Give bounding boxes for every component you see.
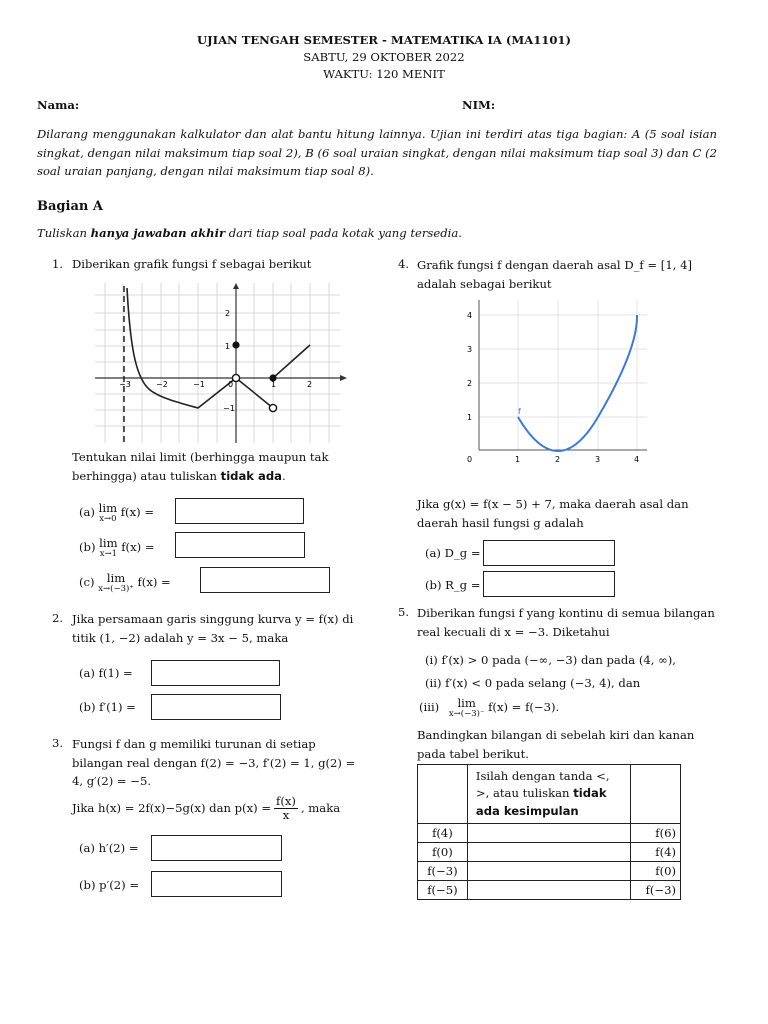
q5-compare-text: Bandingkan bilangan di sebelah kiri dan kanan pada tabel berikut. — [417, 728, 695, 761]
q1-xtick: 2 — [307, 380, 313, 389]
q4-grid — [479, 300, 647, 450]
q3-prompt: Fungsi f dan g memiliki turunan di setiap bilangan real dengan f(2) = −3, f′(2) = 1, g(2) = 4, g′(2) = −5. — [72, 737, 356, 789]
q3b-answer-box[interactable] — [151, 871, 282, 897]
q1-ytick: 1 — [225, 342, 231, 351]
table-header-right — [631, 765, 681, 824]
q5-condition-i: (i) f′(x) > 0 pada (−∞, −3) dan pada (4, ∞), — [425, 653, 676, 667]
q1-xtick: −3 — [119, 380, 131, 389]
q4a-answer-box[interactable] — [483, 540, 615, 566]
q4-text: Jika g(x) = f(x − 5) + 7, maka daerah asal dan daerah hasil fungsi g adalah — [417, 497, 689, 530]
q4-ytick: 3 — [467, 345, 473, 354]
q3a-answer-box[interactable] — [151, 835, 282, 861]
q1c-label: (c) lim x→(−3)⁺ f(x) = — [79, 571, 171, 594]
section-a-note: Tuliskan hanya jawaban akhir dari tiap soal pada kotak yang tersedia. — [37, 226, 462, 240]
table-row-right: f(−3) — [631, 881, 681, 900]
q1a-answer-box[interactable] — [175, 498, 304, 524]
q1-curve-left — [127, 288, 236, 408]
q4-curve-label: f — [518, 407, 521, 416]
q5-number: 5. — [398, 605, 410, 619]
q4-xtick: 1 — [515, 455, 521, 464]
table-row-answer[interactable] — [467, 862, 630, 881]
q2b-label: (b) f′(1) = — [79, 700, 136, 714]
name-label: Nama: — [37, 98, 80, 112]
table-row-right: f(6) — [631, 824, 681, 843]
q2a-label: (a) f(1) = — [79, 666, 133, 680]
q2-number: 2. — [52, 611, 64, 625]
table-row-answer[interactable] — [467, 843, 630, 862]
q1-xtick: 1 — [271, 380, 277, 389]
table-header-row — [418, 765, 681, 824]
q1-filled-point-0-1 — [232, 341, 239, 348]
q1-prompt: Diberikan grafik fungsi f sebagai berikut — [72, 257, 312, 271]
table-row — [418, 862, 681, 881]
q4-ytick: 2 — [467, 379, 473, 388]
q2a-answer-box[interactable] — [151, 660, 280, 686]
q3a-label: (a) h′(2) = — [79, 841, 139, 855]
q1b-answer-box[interactable] — [175, 532, 305, 558]
q1-grid — [95, 283, 340, 443]
q1-graph — [95, 283, 355, 448]
table-row — [418, 824, 681, 843]
table-row-left: f(−3) — [418, 862, 468, 881]
q4-ytick: 1 — [467, 413, 473, 422]
q4a-label: (a) D_g = — [425, 546, 481, 560]
q1-ytick: −1 — [223, 404, 235, 413]
q1-number: 1. — [52, 257, 64, 271]
q4-xtick: 0 — [467, 455, 473, 464]
q4-graph — [455, 300, 655, 465]
table-header-left — [418, 765, 468, 824]
q1-xtick: 0 — [228, 380, 234, 389]
q4-xtick: 2 — [555, 455, 561, 464]
nim-label: NIM: — [462, 98, 496, 112]
q5-comparison-table — [417, 764, 681, 900]
q1-xtick: −1 — [193, 380, 205, 389]
q3-number: 3. — [52, 736, 64, 750]
q4-xtick: 4 — [634, 455, 640, 464]
q5-condition-iii: (iii) lim x→(−3)⁻ f(x) = f(−3). — [419, 696, 560, 719]
q4-number: 4. — [398, 257, 410, 271]
q1c-answer-box[interactable] — [200, 567, 330, 593]
q4-xtick: 3 — [595, 455, 601, 464]
q1-open-point-0-0 — [232, 374, 239, 381]
q5-condition-ii: (ii) f′(x) < 0 pada selang (−3, 4), dan — [425, 676, 641, 690]
table-header-instruction: Isilah dengan tanda <, >, atau tuliskan tidak ada kesimpulan — [467, 765, 630, 824]
q1-ytick: 2 — [225, 309, 231, 318]
q4-ytick: 4 — [467, 311, 473, 320]
q3b-label: (b) p′(2) = — [79, 878, 140, 892]
table-row-left: f(0) — [418, 843, 468, 862]
table-row — [418, 881, 681, 900]
q3-definition: Jika h(x) = 2f(x)−5g(x) dan p(x) = $\frac{f(x)}{x}$ , maka — [72, 794, 341, 823]
q2-prompt: Jika persamaan garis singgung kurva y = f(x) di titik (1, −2) adalah y = 3x − 5, maka — [72, 612, 354, 645]
q1a-label: (a) lim x→0 f(x) = — [79, 501, 155, 524]
table-row-left: f(−5) — [418, 881, 468, 900]
table-row-left: f(4) — [418, 824, 468, 843]
q1b-label: (b) lim x→1 f(x) = — [79, 536, 155, 559]
q1-xtick: −2 — [156, 380, 168, 389]
table-row-answer[interactable] — [467, 824, 630, 843]
table-row-right: f(0) — [631, 862, 681, 881]
q1-instruction: Tentukan nilai limit (berhingga maupun tak berhingga) atau tuliskan tidak ada. — [72, 450, 329, 483]
q1-x-arrow — [340, 375, 347, 381]
q1-open-point-1-m1 — [269, 404, 276, 411]
q4-prompt: Grafik fungsi f dengan daerah asal D_f = [1, 4] adalah sebagai berikut — [417, 258, 692, 291]
table-row-right: f(4) — [631, 843, 681, 862]
exam-title: UJIAN TENGAH SEMESTER - MATEMATIKA IA (MA1101) — [197, 33, 571, 47]
table-row — [418, 843, 681, 862]
exam-date: SABTU, 29 OKTOBER 2022 — [303, 50, 465, 64]
table-row-answer[interactable] — [467, 881, 630, 900]
section-a-title: Bagian A — [37, 199, 103, 214]
q2b-answer-box[interactable] — [151, 694, 281, 720]
q1-y-arrow — [233, 283, 239, 289]
q4b-answer-box[interactable] — [483, 571, 615, 597]
exam-time: WAKTU: 120 MENIT — [323, 67, 445, 81]
q5-prompt: Diberikan fungsi f yang kontinu di semua bilangan real kecuali di x = −3. Diketahui — [417, 606, 715, 639]
q4b-label: (b) R_g = — [425, 578, 481, 592]
instructions: Dilarang menggunakan kalkulator dan alat bantu hitung lainnya. Ujian ini terdiri atas tiga bagian: A (5 soal isian singkat, dengan nilai maksimum tiap soal 2), B (6 soal uraian singkat, dengan nilai maksimum tiap soal 3) dan C (2 soal uraian panjang, dengan nilai maksimum tiap soal 8). — [37, 127, 717, 179]
